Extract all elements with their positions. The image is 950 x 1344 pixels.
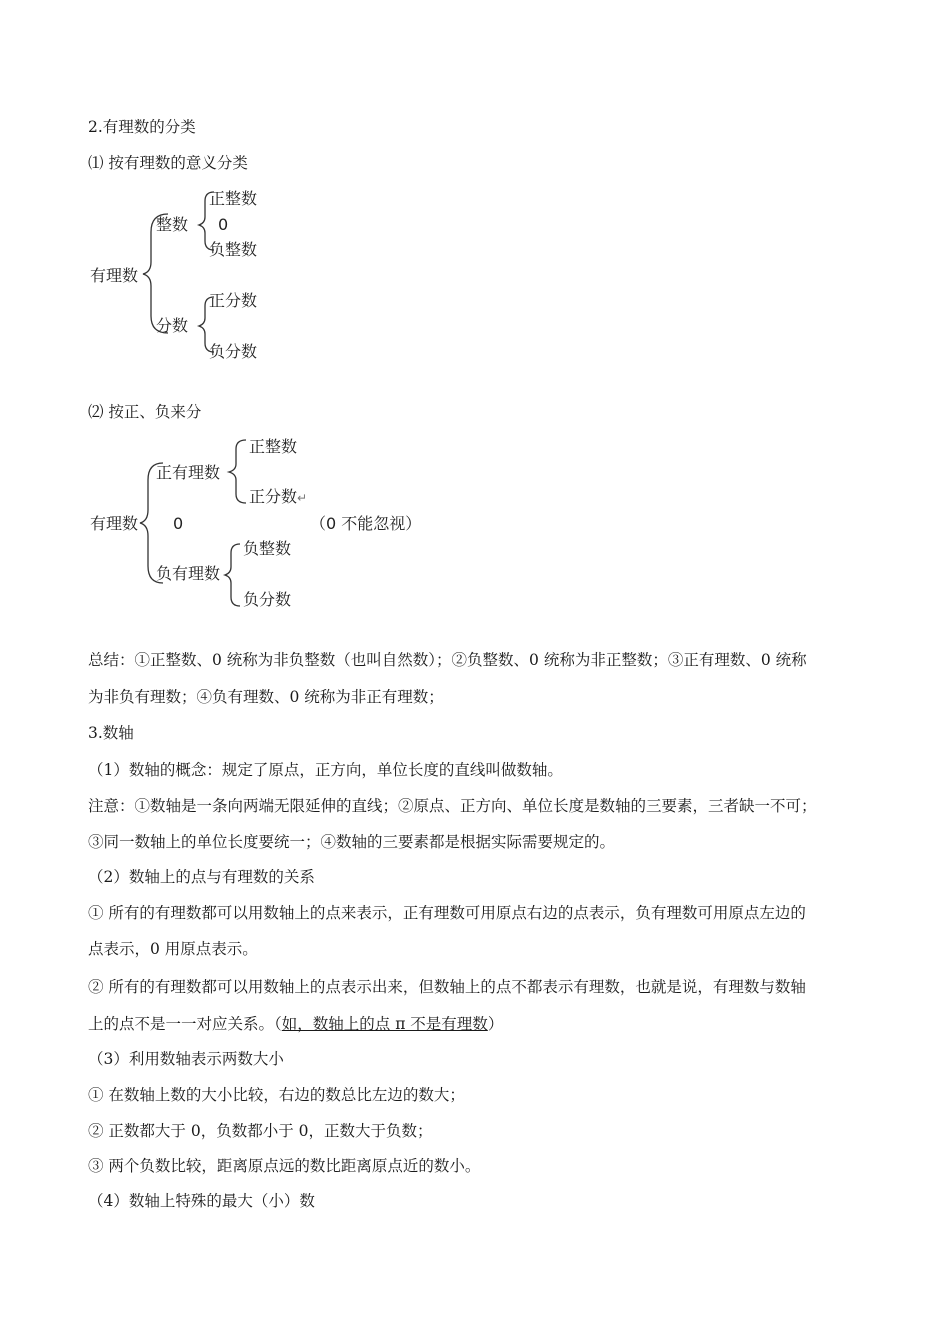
zero-label: 0 (218, 215, 229, 234)
summary-line-1: 总结：①正整数、0 统称为非负整数（也叫自然数）；②负整数、0 统称为非正整数；③正有理数、0 统称 (88, 651, 807, 669)
integer-label: 整数 (156, 215, 189, 234)
positive-fraction-label: 正分数↵ (249, 487, 308, 506)
diagram-1-root-label: 有理数 (90, 266, 139, 285)
number-line-definition: （1）数轴的概念：规定了原点，正方向，单位长度的直线叫做数轴。 (88, 761, 563, 779)
positive-integer-label: 正整数 (209, 189, 258, 208)
negative-rational-label: 负有理数 (156, 564, 221, 583)
positive-rational-label: 正有理数 (156, 463, 221, 482)
section-2-title: 2.有理数的分类 (88, 118, 196, 136)
zero-note: （0 不能忽视） (310, 514, 422, 533)
pi-example-underlined: 如，数轴上的点 π 不是有理数 (281, 1015, 488, 1033)
points-and-rationals-heading: （2）数轴上的点与有理数的关系 (88, 868, 315, 886)
fraction-label: 分数 (156, 316, 189, 335)
compare-numbers-heading: （3）利用数轴表示两数大小 (88, 1050, 284, 1068)
negative-fraction-label: 负分数 (243, 590, 292, 609)
note-line-1: 注意：①数轴是一条向两端无限延伸的直线；②原点、正方向、单位长度是数轴的三要素，三者缺一不可； (88, 797, 817, 815)
paragraph-1-line-2: 点表示，0 用原点表示。 (88, 940, 258, 958)
positive-integer-label: 正整数 (249, 437, 298, 456)
paragraph-2-line-1: ② 所有的有理数都可以用数轴上的点表示出来，但数轴上的点不都表示有理数，也就是说，有理数与数轴 (88, 978, 806, 996)
diagram-2-root-label: 有理数 (90, 514, 139, 533)
classification-by-sign-title: ⑵ 按正、负来分 (88, 403, 202, 421)
compare-rule-3: ③ 两个负数比较，距离原点远的数比距离原点近的数小。 (88, 1157, 481, 1175)
negative-integer-label: 负整数 (243, 539, 292, 558)
compare-rule-2: ② 正数都大于 0，负数都小于 0，正数大于负数； (88, 1122, 433, 1140)
classification-by-meaning-title: ⑴ 按有理数的意义分类 (88, 154, 248, 172)
paragraph-2-line-2: 上的点不是一一对应关系。（如，数轴上的点 π 不是有理数） (88, 1015, 504, 1033)
special-max-min-heading: （4）数轴上特殊的最大（小）数 (88, 1192, 315, 1210)
negative-rational-brace (225, 544, 240, 606)
positive-fraction-label: 正分数 (209, 291, 258, 310)
summary-line-2: 为非负有理数；④负有理数、0 统称为非正有理数； (88, 688, 444, 706)
section-3-title: 3.数轴 (88, 724, 134, 742)
positive-rational-brace (229, 440, 246, 503)
compare-rule-1: ① 在数轴上数的大小比较，右边的数总比左边的数大； (88, 1086, 465, 1104)
negative-fraction-label: 负分数 (209, 342, 258, 361)
note-line-2: ③同一数轴上的单位长度要统一；④数轴的三要素都是根据实际需要规定的。 (88, 833, 616, 851)
zero-label: 0 (173, 514, 184, 533)
return-mark-icon: ↵ (297, 491, 308, 505)
negative-integer-label: 负整数 (209, 240, 258, 259)
paragraph-1-line-1: ① 所有的有理数都可以用数轴上的点来表示，正有理数可用原点右边的点表示，负有理数可用原点左边的 (88, 904, 806, 922)
